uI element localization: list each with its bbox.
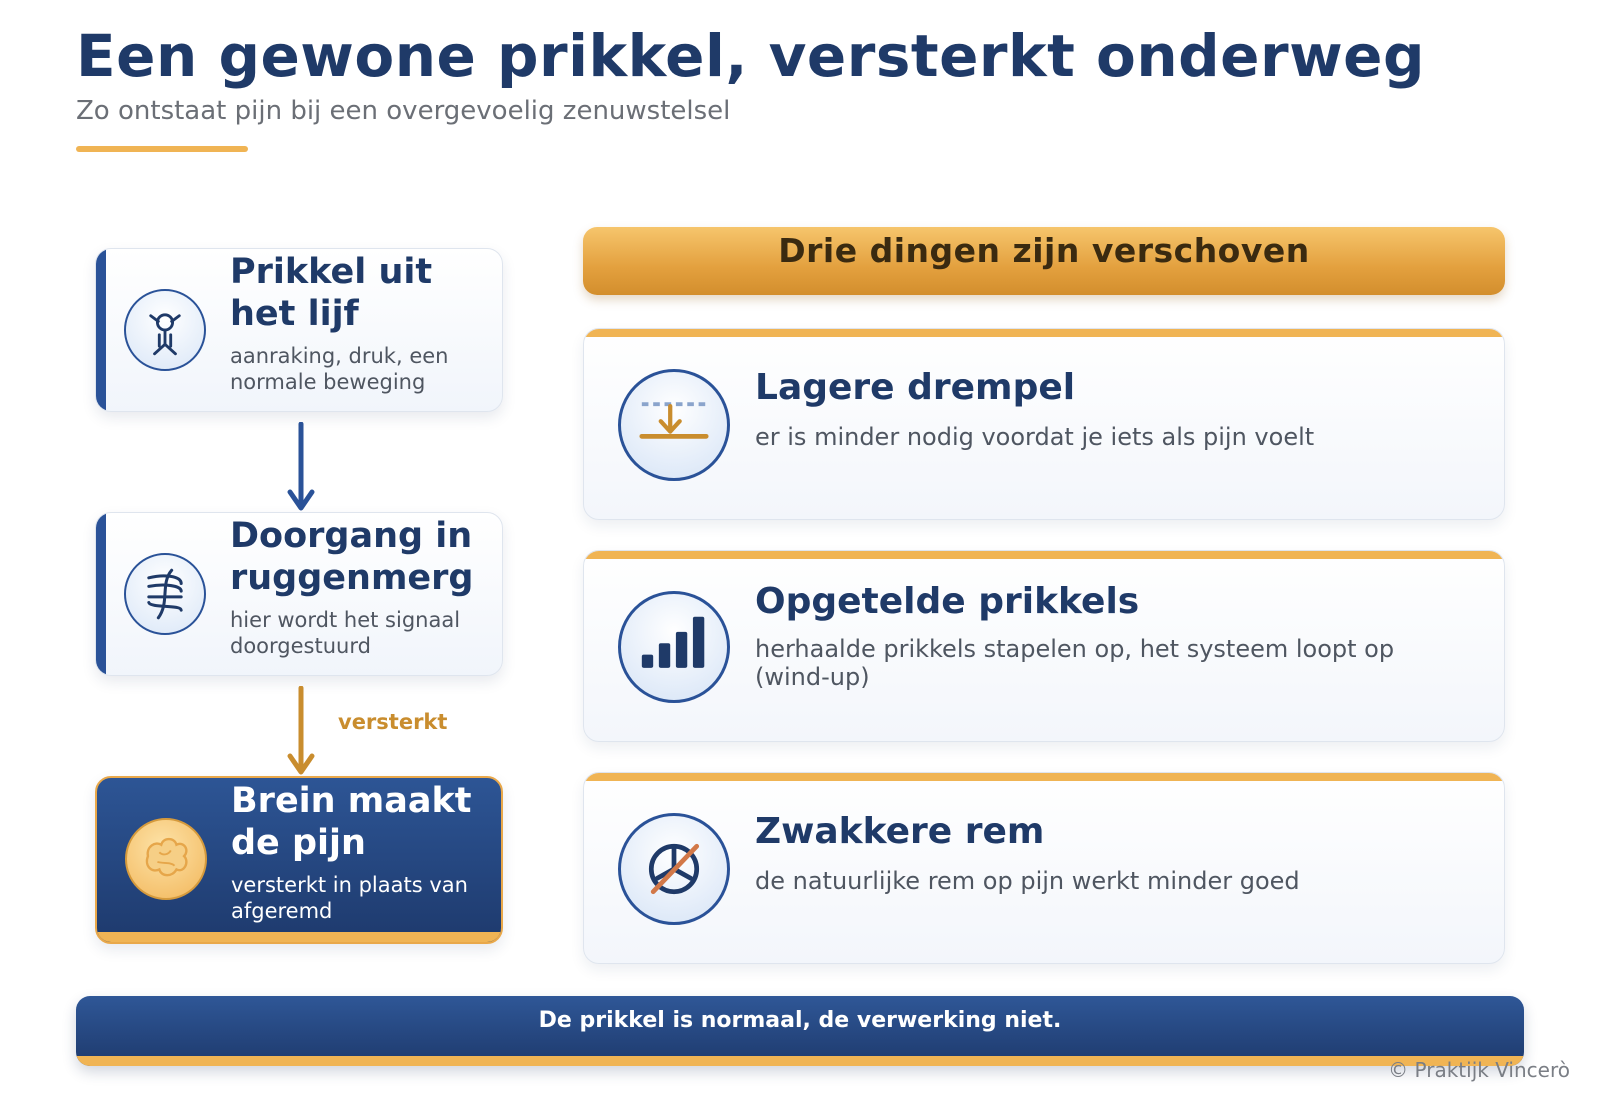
shifted-header [583, 227, 1505, 295]
page-title: Een gewone prikkel, versterkt onderweg [76, 22, 1426, 90]
flow-desc: versterkt in plaats van afgeremd [231, 873, 468, 923]
title-underline [76, 146, 248, 152]
feature-desc: de natuurlijke rem op pijn werkt minder goed [755, 867, 1300, 895]
flow-card-spinal-cord [95, 512, 503, 676]
card-accent [96, 513, 106, 675]
flow-title: Doorgang in ruggenmerg [230, 516, 474, 598]
conclusion-banner [76, 996, 1524, 1066]
feature-lower-threshold [583, 328, 1505, 520]
feature-gold-bar [584, 329, 1504, 337]
spine-pathway-icon [124, 553, 206, 635]
feature-weaker-brake [583, 772, 1505, 964]
flow-desc: aanraking, druk, een normale beweging [230, 344, 449, 394]
lowered-threshold-icon [618, 369, 730, 481]
feature-gold-bar [584, 551, 1504, 559]
flow-title: Brein maakt de pijn [231, 781, 472, 863]
feature-summed-stimuli [583, 550, 1505, 742]
flow-title: Prikkel uit het lijf [230, 252, 433, 334]
shifted-header-label: Drie dingen zijn verschoven [778, 231, 1310, 270]
banner-gold-bar [76, 1056, 1524, 1066]
brake-wheel-icon [618, 813, 730, 925]
flow-card-stimulus [95, 248, 503, 412]
feature-desc: herhaalde prikkels stapelen op, het systeem loopt op (wind-up) [755, 635, 1395, 691]
arrow-down-blue [286, 422, 316, 514]
feature-title: Opgetelde prikkels [755, 581, 1140, 622]
arrow-down-amber [286, 686, 316, 778]
feature-desc: er is minder nodig voordat je iets als pijn voelt [755, 423, 1315, 451]
flow-card-brain [95, 776, 503, 944]
body-figure-icon [124, 289, 206, 371]
page-subtitle: Zo ontstaat pijn bij een overgevoelig zenuwstelsel [76, 96, 731, 126]
brain-icon [125, 818, 207, 900]
feature-title: Lagere drempel [755, 367, 1076, 408]
conclusion-text: De prikkel is normaal, de verwerking niet. [538, 1008, 1062, 1033]
arrow-label: versterkt [338, 710, 448, 734]
card-accent [96, 249, 106, 411]
feature-title: Zwakkere rem [755, 811, 1045, 852]
feature-gold-bar [584, 773, 1504, 781]
card-gold-bar [97, 932, 501, 942]
flow-desc: hier wordt het signaal doorgestuurd [230, 608, 461, 658]
copyright: © Praktijk Vincerò [1388, 1058, 1570, 1082]
bar-chart-icon [618, 591, 730, 703]
